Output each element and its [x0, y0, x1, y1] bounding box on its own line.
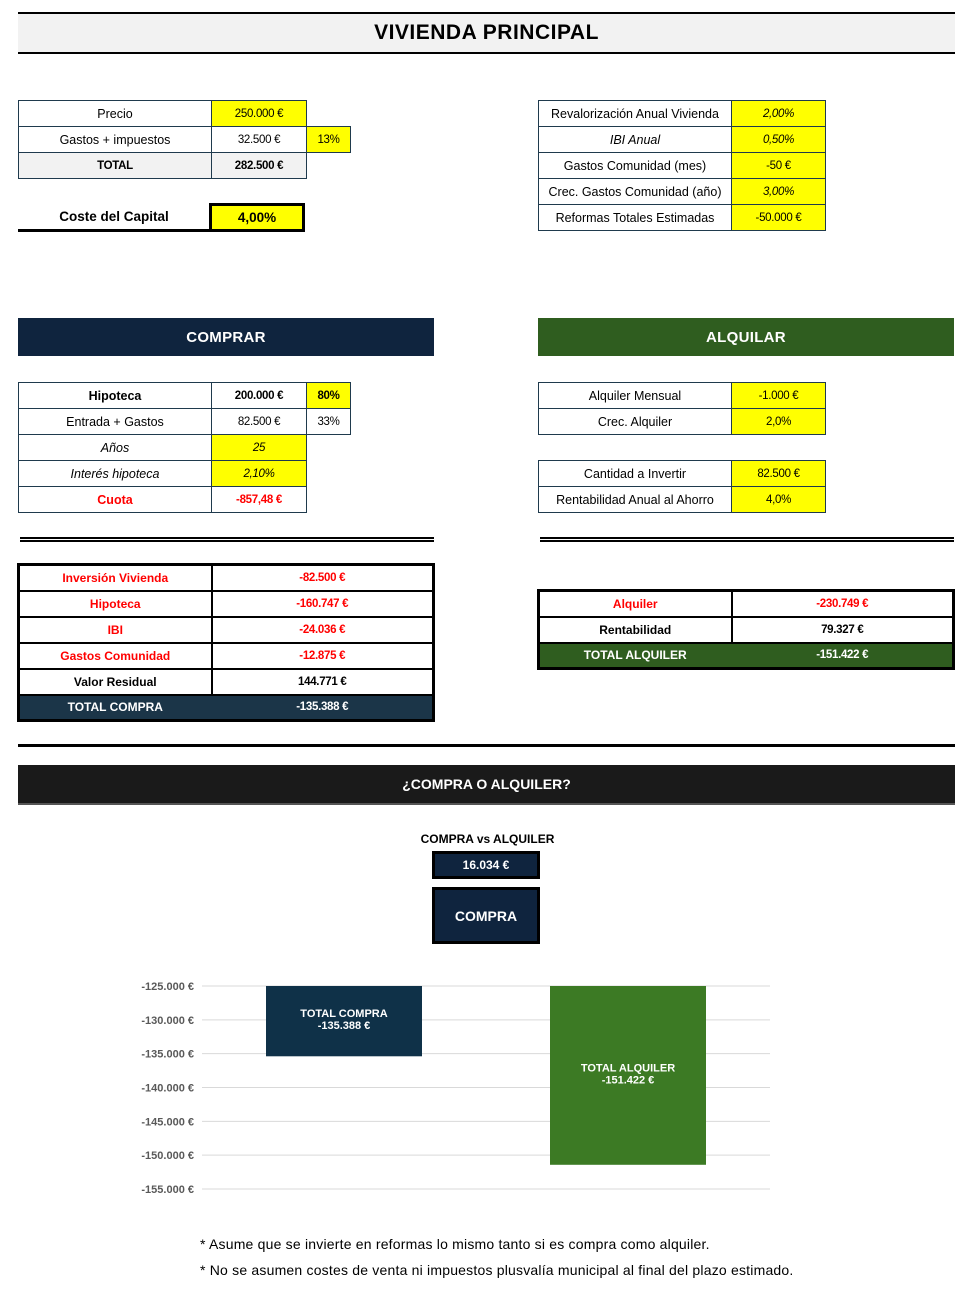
param-label: Reformas Totales Estimadas [539, 205, 732, 231]
cantidad-value[interactable]: 82.500 € [732, 461, 826, 487]
divider [18, 744, 955, 747]
alquilar-table-1 [538, 382, 826, 435]
row-alquiler [539, 383, 826, 409]
summary-value: -230.749 € [732, 591, 954, 617]
param-row [539, 179, 826, 205]
comparison-result: COMPRA [432, 887, 540, 944]
y-tick-label: -135.000 € [141, 1048, 194, 1061]
gastos-value: 32.500 € [212, 127, 307, 153]
gastos-pct[interactable]: 13% [307, 127, 351, 153]
param-label: Crec. Gastos Comunidad (año) [539, 179, 732, 205]
summary-value: 144.771 € [212, 669, 434, 695]
summary-row [19, 643, 434, 669]
summary-value: -12.875 € [212, 643, 434, 669]
crec-label: Crec. Alquiler [539, 409, 732, 435]
decision-header: ¿COMPRA O ALQUILER? [18, 765, 955, 805]
param-label: Revalorización Anual Vivienda [539, 101, 732, 127]
gastos-label: Gastos + impuestos [19, 127, 212, 153]
comprar-table [18, 382, 351, 513]
alquiler-value[interactable]: -1.000 € [732, 383, 826, 409]
summary-row [19, 565, 434, 591]
interes-label: Interés hipoteca [19, 461, 212, 487]
note-line: * No se asumen costes de venta ni impuestos plusvalía municipal al final del plazo estimado. [200, 1262, 794, 1278]
summary-row [19, 617, 434, 643]
entrada-value: 82.500 € [212, 409, 307, 435]
param-value[interactable]: 2,00% [732, 101, 826, 127]
summary-value: -24.036 € [212, 617, 434, 643]
cuota-label: Cuota [19, 487, 212, 513]
divider [20, 537, 434, 542]
anios-value[interactable]: 25 [212, 435, 307, 461]
summary-label: Alquiler [539, 591, 732, 617]
rentab-label: Rentabilidad Anual al Ahorro [539, 487, 732, 513]
row-total [19, 153, 351, 179]
bar-data-label: TOTAL COMPRA [300, 1008, 388, 1021]
summary-row [539, 617, 954, 643]
alquilar-table-2 [538, 460, 826, 513]
summary-total-row [539, 643, 954, 669]
params-table [538, 100, 826, 231]
y-tick-label: -130.000 € [141, 1014, 194, 1027]
total-compra-value: -135.388 € [212, 695, 434, 721]
row-interes [19, 461, 351, 487]
entrada-label: Entrada + Gastos [19, 409, 212, 435]
summary-label: Inversión Vivienda [19, 565, 212, 591]
summary-label: Gastos Comunidad [19, 643, 212, 669]
alquilar-header: ALQUILAR [538, 318, 954, 356]
cantidad-label: Cantidad a Invertir [539, 461, 732, 487]
divider [540, 537, 954, 542]
bar-data-label: TOTAL ALQUILER [580, 1062, 676, 1075]
comparison-label: COMPRA vs ALQUILER [420, 832, 555, 846]
y-tick-label: -155.000 € [141, 1184, 194, 1196]
hipoteca-label: Hipoteca [19, 383, 212, 409]
summary-value: -160.747 € [212, 591, 434, 617]
row-cuota [19, 487, 351, 513]
precio-label: Precio [19, 101, 212, 127]
alquiler-label: Alquiler Mensual [539, 383, 732, 409]
summary-compra-table [17, 563, 435, 722]
total-value: 282.500 € [212, 153, 307, 179]
crec-value[interactable]: 2,0% [732, 409, 826, 435]
bar-data-label: -151.422 € [601, 1074, 655, 1087]
summary-label: Valor Residual [19, 669, 212, 695]
row-cantidad [539, 461, 826, 487]
row-hipoteca [19, 383, 351, 409]
param-row [539, 153, 826, 179]
comprar-header: COMPRAR [18, 318, 434, 356]
rentab-value[interactable]: 4,0% [732, 487, 826, 513]
y-tick-label: -125.000 € [141, 981, 194, 993]
row-crec [539, 409, 826, 435]
anios-label: Años [19, 435, 212, 461]
page-title: VIVIENDA PRINCIPAL [18, 12, 955, 54]
param-row [539, 101, 826, 127]
summary-alquiler-table [537, 589, 955, 670]
note-line: * Asume que se invierte en reformas lo mismo tanto si es compra como alquiler. [200, 1236, 710, 1252]
total-label: TOTAL [19, 153, 212, 179]
param-value[interactable]: 3,00% [732, 179, 826, 205]
summary-value: -82.500 € [212, 565, 434, 591]
summary-row [19, 591, 434, 617]
y-tick-label: -150.000 € [141, 1150, 194, 1163]
comparison-chart [120, 975, 790, 1205]
row-precio [19, 101, 351, 127]
total-compra-label: TOTAL COMPRA [19, 695, 212, 721]
param-value[interactable]: 0,50% [732, 127, 826, 153]
param-value[interactable]: -50 € [732, 153, 826, 179]
y-tick-label: -145.000 € [141, 1116, 194, 1129]
param-label: Gastos Comunidad (mes) [539, 153, 732, 179]
interes-value[interactable]: 2,10% [212, 461, 307, 487]
summary-row [19, 669, 434, 695]
param-label: IBI Anual [539, 127, 732, 153]
y-tick-label: -140.000 € [141, 1082, 194, 1095]
param-row [539, 205, 826, 231]
row-gastos [19, 127, 351, 153]
summary-row [539, 591, 954, 617]
purchase-table [18, 100, 351, 179]
comparison-difference: 16.034 € [432, 851, 540, 879]
total-alquiler-label: TOTAL ALQUILER [539, 643, 732, 669]
summary-value: 79.327 € [732, 617, 954, 643]
notes [200, 1231, 794, 1283]
param-value[interactable]: -50.000 € [732, 205, 826, 231]
summary-label: Hipoteca [19, 591, 212, 617]
row-entrada [19, 409, 351, 435]
summary-total-row [19, 695, 434, 721]
capital-label: Coste del Capital [18, 203, 210, 232]
bar-data-label: -135.388 € [317, 1020, 371, 1033]
summary-label: IBI [19, 617, 212, 643]
hipoteca-value: 200.000 € [212, 383, 307, 409]
hipoteca-pct[interactable]: 80% [307, 383, 351, 409]
row-anios [19, 435, 351, 461]
capital-value[interactable]: 4,00% [209, 203, 305, 232]
summary-label: Rentabilidad [539, 617, 732, 643]
precio-value[interactable]: 250.000 € [212, 101, 307, 127]
entrada-pct: 33% [307, 409, 351, 435]
total-alquiler-value: -151.422 € [732, 643, 954, 669]
cuota-value: -857,48 € [212, 487, 307, 513]
row-rentab [539, 487, 826, 513]
param-row [539, 127, 826, 153]
